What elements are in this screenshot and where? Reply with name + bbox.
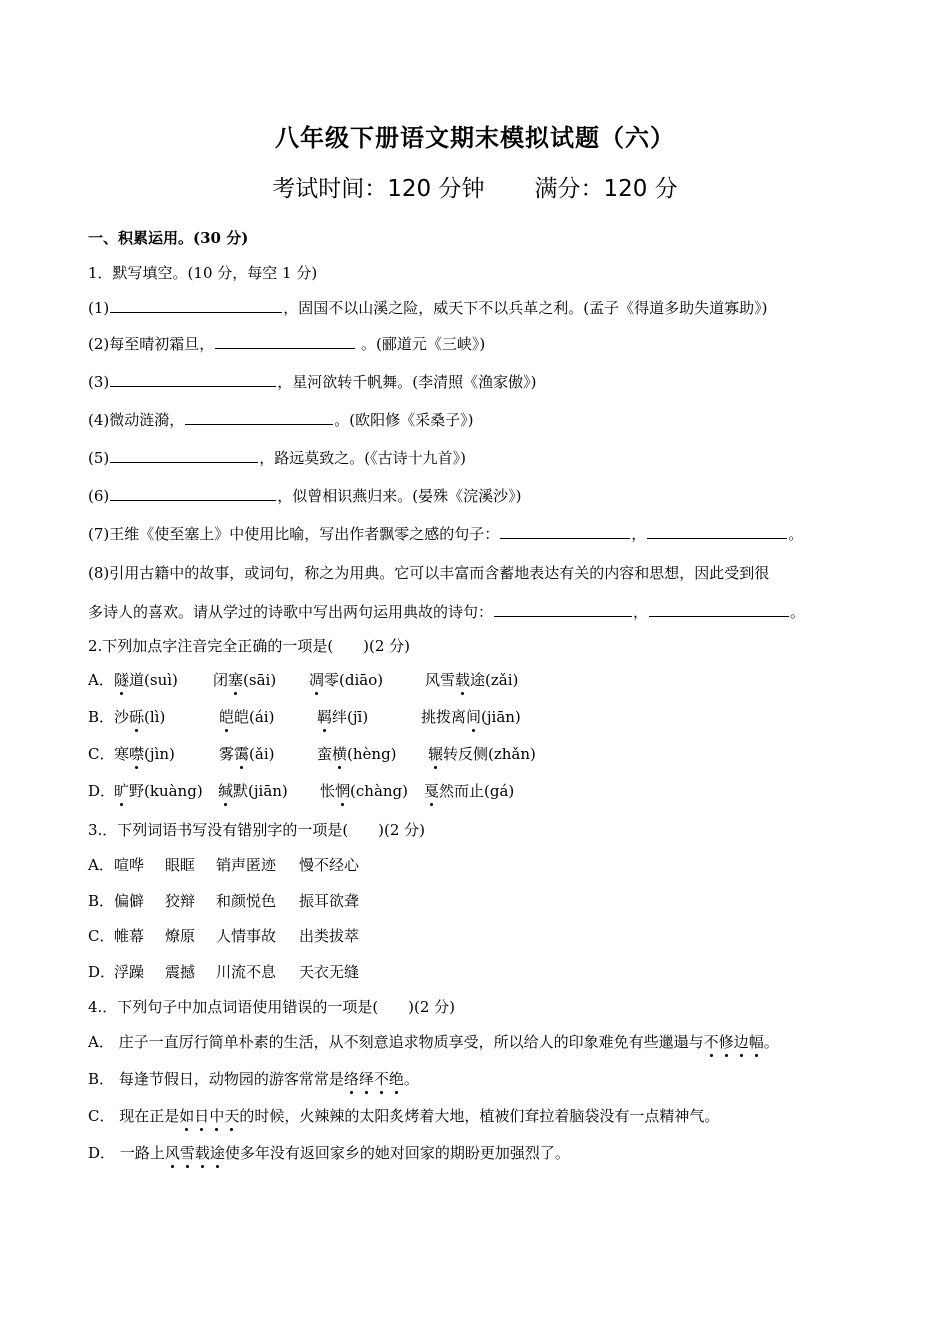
q2-c-word-4: 辗转反侧(zhǎn) bbox=[428, 745, 536, 763]
q4-option-d: D． 一路上风雪载途使多年没有返回家乡的她对回家的期盼更加强烈了。 bbox=[88, 1144, 570, 1162]
q2-a-word-3: 凋零(diāo) bbox=[309, 671, 384, 689]
q4-option-b: B． 每逢节假日，动物园的游客常常是络绎不绝。 bbox=[88, 1070, 419, 1088]
answer-blank[interactable] bbox=[649, 602, 789, 617]
q3-option-c: C． 帷幕 燎原 人情事故 出类拔萃 bbox=[88, 927, 360, 945]
exam-time: 考试时间：120 分钟 bbox=[272, 176, 485, 202]
q2-b-word-3: 羁绊(jī) bbox=[317, 708, 369, 726]
q1-item-8-line2: 多诗人的喜欢。请从学过的诗歌中写出两句运用典故的诗句： ， 。 bbox=[88, 603, 806, 621]
q3-option-a: A． 喧哗 眼眶 销声匿迹 慢不经心 bbox=[88, 856, 360, 874]
q2-d-word-2: 缄默(jiān) bbox=[218, 782, 288, 800]
answer-blank[interactable] bbox=[215, 334, 355, 349]
q2-d-word-4: 戛然而止(gá) bbox=[424, 782, 515, 800]
q4-stem: 4.．下列句子中加点词语使用错误的一项是( )(2 分) bbox=[88, 998, 456, 1016]
answer-blank[interactable] bbox=[647, 524, 787, 539]
q4-c-text: 现在正是如日中天的时候，火辣辣的太阳炙烤着大地，植被们耷拉着脑袋没有一点精神气。 bbox=[119, 1107, 720, 1125]
q1-item-5: (5) ，路远莫致之。(《古诗十九首》) bbox=[88, 449, 466, 467]
q1-item-4: (4)微动涟漪， 。(欧阳修《采桑子》) bbox=[88, 411, 474, 429]
q3-stem: 3.．下列词语书写没有错别字的一项是( )(2 分) bbox=[88, 821, 426, 839]
answer-blank[interactable] bbox=[110, 448, 258, 463]
q2-d-word-3: 怅惘(chàng) bbox=[320, 782, 409, 800]
answer-blank[interactable] bbox=[494, 602, 632, 617]
q2-b-word-4: 挑拨离间(jiān) bbox=[421, 708, 521, 726]
q1-item-2: (2)每至晴初霜旦， 。(郦道元《三峡》) bbox=[88, 335, 486, 353]
q1-item-3: (3) ，星河欲转千帆舞。(李清照《渔家傲》) bbox=[88, 373, 537, 391]
q2-a-word-4: 风雪载途(zǎi) bbox=[425, 671, 519, 689]
answer-blank[interactable] bbox=[110, 298, 282, 313]
answer-blank[interactable] bbox=[110, 486, 276, 501]
q4-a-text: 庄子一直厉行简单朴素的生活，从不刻意追求物质享受，所以给人的印象难免有些邋遢与不修边幅。 bbox=[118, 1033, 779, 1051]
answer-blank[interactable] bbox=[185, 410, 333, 425]
q2-stem: 2.下列加点字注音完全正确的一项是( )(2 分) bbox=[88, 637, 411, 655]
q1-item-6: (6) ，似曾相识燕归来。(晏殊《浣溪沙》) bbox=[88, 487, 522, 505]
q2-a-word-1: 隧道(suì) bbox=[114, 671, 178, 689]
q1-item-8-line1: (8)引用古籍中的故事，或词句，称之为用典。它可以丰富而含蓄地表达有关的内容和思想，因此受到很 bbox=[88, 564, 770, 582]
q2-option-d: D． 旷野(kuàng) 缄默(jiān) 怅惘(chàng) 戛然而止(gá) bbox=[88, 782, 515, 800]
q4-b-text: 每逢节假日，动物园的游客常常是络绎不绝。 bbox=[118, 1070, 419, 1088]
q2-option-c: C． 寒噤(jìn) 雾霭(ǎi) 蛮横(hèng) 辗转反侧(zhǎn) bbox=[88, 745, 536, 763]
q3-option-d: D． 浮躁 震撼 川流不息 天衣无缝 bbox=[88, 963, 360, 981]
q1-item-7: (7)王维《使至塞上》中使用比喻，写出作者飘零之感的句子： ， 。 bbox=[88, 525, 804, 543]
q2-option-a: A． 隧道(suì) 闭塞(sāi) 凋零(diāo) 风雪载途(zǎi) bbox=[88, 671, 519, 689]
q1-stem: 1．默写填空。(10 分，每空 1 分) bbox=[88, 264, 318, 282]
exam-title: 八年级下册语文期末模拟试题（六） bbox=[275, 123, 675, 152]
answer-blank[interactable] bbox=[110, 372, 276, 387]
q2-b-word-1: 沙砾(lì) bbox=[114, 708, 166, 726]
q2-c-word-2: 雾霭(ǎi) bbox=[219, 745, 275, 763]
q2-a-word-2: 闭塞(sāi) bbox=[213, 671, 277, 689]
exam-subtitle bbox=[0, 170, 950, 203]
q4-option-c: C． 现在正是如日中天的时候，火辣辣的太阳炙烤着大地，植被们耷拉着脑袋没有一点精神气。 bbox=[88, 1107, 720, 1125]
q2-c-word-3: 蛮横(hèng) bbox=[317, 745, 397, 763]
q2-d-word-1: 旷野(kuàng) bbox=[114, 782, 203, 800]
q2-c-word-1: 寒噤(jìn) bbox=[114, 745, 175, 763]
q4-d-text: 一路上风雪载途使多年没有返回家乡的她对回家的期盼更加强烈了。 bbox=[119, 1144, 570, 1162]
q4-option-a: A． 庄子一直厉行简单朴素的生活，从不刻意追求物质享受，所以给人的印象难免有些邋遢与不修边幅。 bbox=[88, 1033, 779, 1051]
answer-blank[interactable] bbox=[500, 524, 630, 539]
q2-option-b: B． 沙砾(lì) 皑皑(ái) 羁绊(jī) 挑拨离间(jiān) bbox=[88, 708, 521, 726]
q1-item-1: (1) ，固国不以山溪之险，威天下不以兵革之利。(孟子《得道多助失道寡助》) bbox=[88, 299, 768, 317]
full-score: 满分：120 分 bbox=[534, 176, 678, 202]
q2-b-word-2: 皑皑(ái) bbox=[219, 708, 275, 726]
section-heading: 一、积累运用。(30 分) bbox=[88, 229, 249, 247]
q3-option-b: B． 偏僻 狡辩 和颜悦色 振耳欲聋 bbox=[88, 892, 360, 910]
